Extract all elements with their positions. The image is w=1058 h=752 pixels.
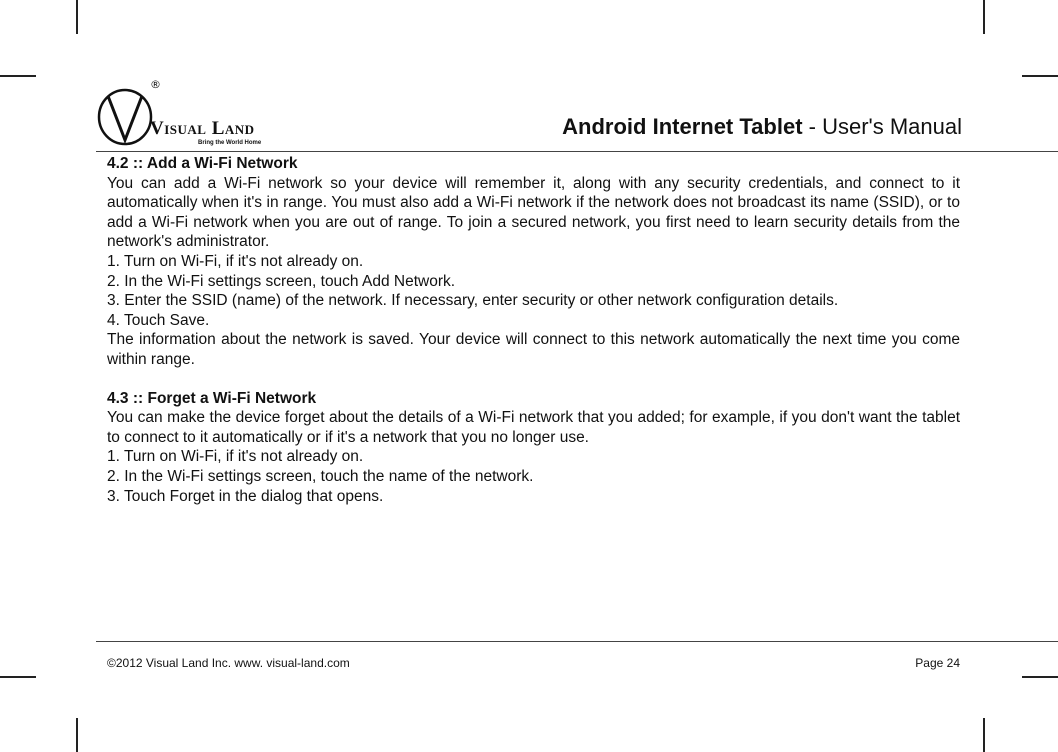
section-forget-network — [107, 389, 960, 507]
crop-mark — [0, 676, 36, 678]
step-item: 4. Touch Save. — [107, 311, 210, 329]
logo-tagline: Bring the World Home — [198, 140, 262, 146]
section-intro: You can add a Wi-Fi network so your device will remember it, along with any security credentials, and connect to it automatically when it's in range. You must also add a Wi-Fi network if the network does not broadcast its name (SSID), or to add a Wi-Fi network when you are out of range. To join a secured network, you first need to learn security details from the network's administrator. — [107, 174, 960, 251]
crop-mark — [1022, 676, 1058, 678]
crop-mark — [0, 75, 36, 77]
footer-divider — [96, 641, 1058, 642]
step-item: 3. Enter the SSID (name) of the network. If necessary, enter security or other network configuration details. — [107, 292, 839, 310]
step-item: 2. In the Wi-Fi settings screen, touch Add Network. — [107, 272, 456, 290]
footer-copyright: ©2012 Visual Land Inc. www. visual-land.com — [107, 656, 350, 670]
section-intro: You can make the device forget about the details of a Wi-Fi network that you added; for example, if you don't want the tablet to connect to it automatically or if it's a network that you no longer use. — [107, 409, 960, 446]
section-heading: 4.3 :: Forget a Wi-Fi Network — [107, 389, 317, 407]
section-heading: 4.2 :: Add a Wi-Fi Network — [107, 155, 298, 172]
brand-logo — [96, 78, 326, 150]
header-divider — [96, 151, 1058, 152]
step-item: 1. Turn on Wi-Fi, if it's not already on. — [107, 448, 364, 466]
crop-mark — [1022, 75, 1058, 77]
section-spacer — [107, 370, 960, 389]
logo-v-icon — [96, 88, 154, 146]
title-suffix: - User's Manual — [802, 114, 962, 139]
crop-mark — [983, 0, 985, 34]
logo-wordmark: Visual Land — [150, 118, 255, 139]
title-product: Android Internet Tablet — [562, 114, 803, 139]
page-number: Page 24 — [915, 656, 960, 670]
crop-mark — [983, 718, 985, 752]
section-add-network — [107, 154, 960, 370]
step-item: 2. In the Wi-Fi settings screen, touch the name of the network. — [107, 467, 534, 485]
manual-body — [107, 154, 960, 506]
crop-mark — [76, 718, 78, 752]
step-item: 1. Turn on Wi-Fi, if it's not already on. — [107, 252, 364, 270]
step-item: 3. Touch Forget in the dialog that opens. — [107, 487, 384, 505]
page-title — [562, 114, 962, 140]
crop-mark — [76, 0, 78, 34]
section-outro: The information about the network is saved. Your device will connect to this network automatically the next time you come within range. — [107, 331, 960, 368]
registered-mark: ® — [150, 78, 161, 91]
